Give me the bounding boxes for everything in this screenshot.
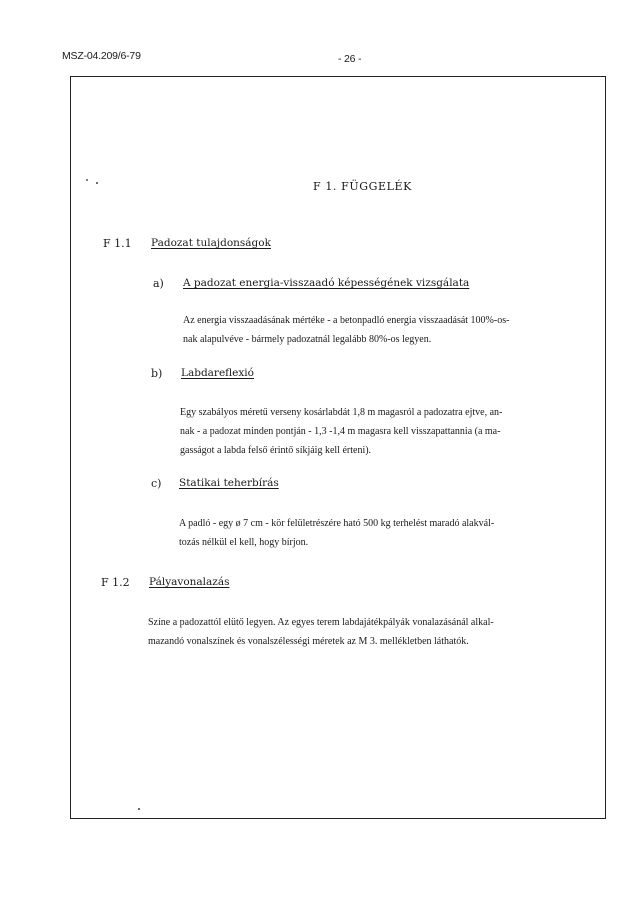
paragraph-line: gasságot a labda felső érintő síkjáig kell érteni). xyxy=(180,445,372,456)
paragraph-line: nak - a padozat minden pontján - 1,3 -1,4 m magasra kell visszapattannia (a ma- xyxy=(180,426,501,437)
subsection-letter: c) xyxy=(151,477,162,490)
paragraph xyxy=(180,403,502,460)
section-title: Padozat tulajdonságok xyxy=(151,237,271,249)
paragraph-line: Egy szabályos méretű verseny kosárlabdát 1,8 m magasról a padozatra ejtve, an- xyxy=(180,407,503,418)
subsection-title: Labdareflexió xyxy=(181,367,254,379)
scan-speck xyxy=(86,179,88,181)
paragraph-line: Színe a padozattól elütő legyen. Az egyes terem labdajátékpályák vonalazásánál alkal- xyxy=(148,617,494,628)
section-title: Pályavonalazás xyxy=(149,576,230,588)
paragraph-line: mazandó vonalszínek és vonalszélességi méretek az M 3. mellékletben láthatók. xyxy=(148,636,469,647)
paragraph xyxy=(148,613,494,651)
document-code: MSZ-04.209/6-79 xyxy=(62,50,141,62)
subsection-letter: a) xyxy=(153,277,164,290)
paragraph-line: nak alapulvéve - bármely padozatnál legalább 80%-os legyen. xyxy=(183,334,432,345)
paragraph-line: tozás nélkül el kell, hogy bírjon. xyxy=(179,537,309,548)
paragraph xyxy=(183,311,509,349)
paragraph xyxy=(179,514,494,552)
scan-speck xyxy=(138,808,140,810)
page-number: - 26 - xyxy=(338,53,362,65)
scan-speck xyxy=(96,182,98,184)
paragraph-line: A padló - egy ø 7 cm - kör felületrészére ható 500 kg terhelést maradó alakvál- xyxy=(179,518,495,529)
section-number: F 1.1 xyxy=(103,237,132,250)
appendix-title: F 1. FÜGGELÉK xyxy=(313,180,412,193)
subsection-title: Statikai teherbírás xyxy=(179,477,279,489)
subsection-letter: b) xyxy=(151,367,163,380)
paragraph-line: Az energia visszaadásának mértéke - a betonpadló energia visszaadását 100%-os- xyxy=(183,315,510,326)
section-number: F 1.2 xyxy=(101,576,130,589)
subsection-title: A padozat energia-visszaadó képességének vizsgálata xyxy=(183,277,470,289)
